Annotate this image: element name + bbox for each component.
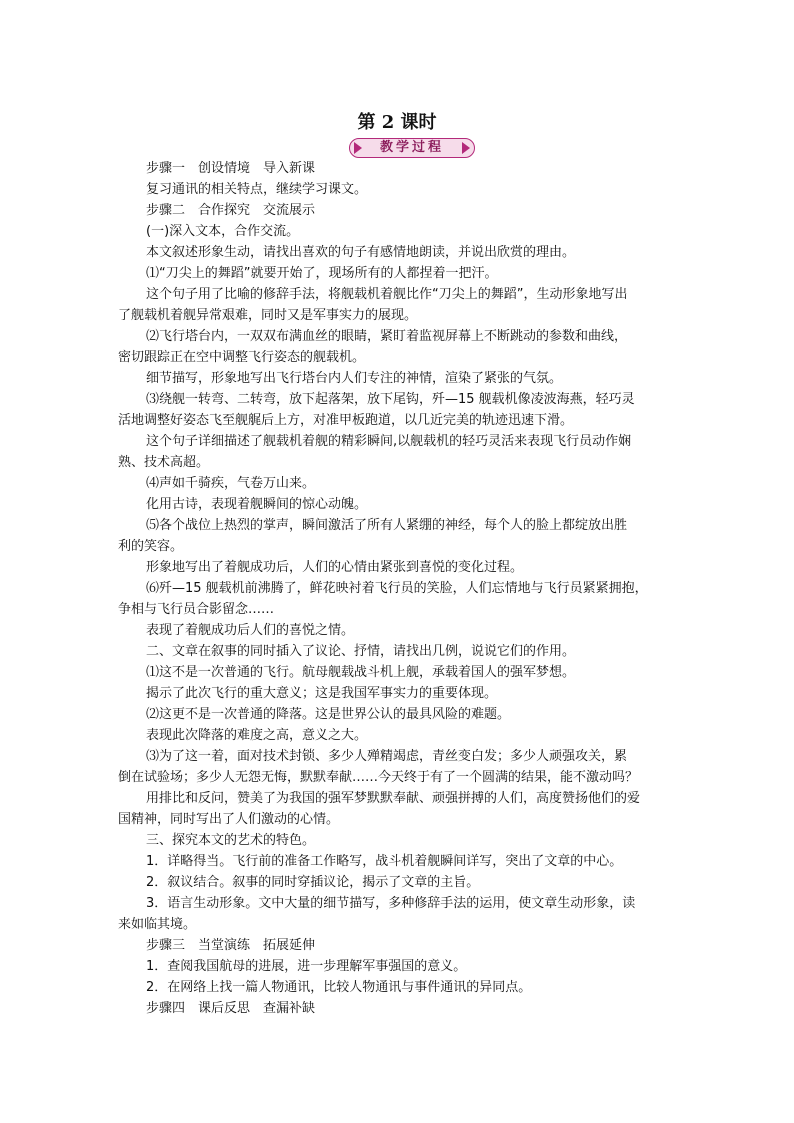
text-line: 利的笑容。 — [118, 539, 184, 554]
text-line: 复习通讯的相关特点，继续学习课文。 — [146, 182, 368, 197]
text-line: ⑹歼—15 舰载机前沸腾了，鲜花映衬着飞行员的笑脸，人们忘情地与飞行员紧紧拥抱， — [146, 581, 648, 596]
text-line: 来如临其境。 — [118, 917, 197, 932]
text-line: 这个句子详细描述了舰载机着舰的精彩瞬间,以舰载机的轻巧灵活来表现飞行员动作娴 — [146, 434, 632, 449]
text-line: 了舰载机着舰异常艰难，同时又是军事实力的展现。 — [118, 308, 418, 323]
text-line: 倒在试验场；多少人无怨无悔，默默奉献……今天终于有了一个圆满的结果，能不激动吗？ — [118, 770, 639, 785]
banner-label: 教学过程 — [379, 140, 444, 155]
text-line: 熟、技术高超。 — [118, 455, 210, 470]
text-line: (一)深入文本，合作交流。 — [146, 224, 300, 239]
text-line: 化用古诗，表现着舰瞬间的惊心动魄。 — [146, 497, 368, 512]
text-line: 2．在网络上找一篇人物通讯，比较人物通讯与事件通讯的异同点。 — [146, 980, 532, 995]
text-line: 步骤三 当堂演练 拓展延伸 — [146, 938, 316, 953]
text-line: 活地调整好姿态飞至舰艉后上方，对准甲板跑道，以几近完美的轨迹迅速下滑。 — [118, 413, 574, 428]
text-line: ⑶绕舰一转弯、二转弯，放下起落架，放下尾钩，歼—15 舰载机像凌波海燕，轻巧灵 — [146, 392, 635, 407]
text-line: 用排比和反问，赞美了为我国的强军梦默默奉献、顽强拼搏的人们，高度赞扬他们的爱 — [146, 791, 641, 806]
text-line: 1．详略得当。飞行前的准备工作略写，战斗机着舰瞬间详写，突出了文章的中心。 — [146, 854, 623, 869]
text-line: 本文叙述形象生动，请找出喜欢的句子有感情地朗读，并说出欣赏的理由。 — [146, 245, 576, 260]
lesson-body — [118, 158, 678, 1019]
text-line: 密切跟踪正在空中调整飞行姿态的舰载机。 — [118, 350, 366, 365]
arrow-right-icon — [462, 142, 470, 154]
text-line: 这个句子用了比喻的修辞手法，将舰载机着舰比作“刀尖上的舞蹈”，生动形象地写出 — [146, 287, 628, 302]
text-line: 形象地写出了着舰成功后，人们的心情由紧张到喜悦的变化过程。 — [146, 560, 524, 575]
text-line: ⑸各个战位上热烈的掌声，瞬间激活了所有人紧绷的神经，每个人的脸上都绽放出胜 — [146, 518, 628, 533]
text-line: 三、探究本文的艺术的特色。 — [146, 833, 316, 848]
text-line: ⑷声如千骑疾，气卷万山来。 — [146, 476, 316, 491]
banner-pill — [349, 138, 475, 158]
text-line: ⑵这更不是一次普通的降落。这是世界公认的最具风险的难题。 — [146, 707, 511, 722]
text-line: 表现此次降落的难度之高，意义之大。 — [146, 728, 368, 743]
text-line: 步骤一 创设情境 导入新课 — [146, 161, 316, 176]
text-line: 表现了着舰成功后人们的喜悦之情。 — [146, 623, 355, 638]
text-line: ⑶为了这一着，面对技术封锁、多少人殚精竭虑，青丝变白发；多少人顽强攻关，累 — [146, 749, 628, 764]
text-line: ⑴这不是一次普通的飞行。航母舰载战斗机上舰，承载着国人的强军梦想。 — [146, 665, 576, 680]
text-line: 3．语言生动形象。文中大量的细节描写，多种修辞手法的运用，使文章生动形象，读 — [146, 896, 636, 911]
text-line: 2．叙议结合。叙事的同时穿插议论，揭示了文章的主旨。 — [146, 875, 480, 890]
text-line: 1．查阅我国航母的进展，进一步理解军事强国的意义。 — [146, 959, 467, 974]
text-line: 细节描写，形象地写出飞行塔台内人们专注的神情，渲染了紧张的气氛。 — [146, 371, 563, 386]
text-line: 国精神，同时写出了人们激动的心情。 — [118, 812, 340, 827]
section-banner — [0, 138, 794, 160]
text-line: 揭示了此次飞行的重大意义；这是我国军事实力的重要体现。 — [146, 686, 498, 701]
text-line: 争相与飞行员合影留念…… — [118, 602, 275, 617]
text-line: 二、文章在叙事的同时插入了议论、抒情，请找出几例，说说它们的作用。 — [146, 644, 576, 659]
text-line: 步骤四 课后反思 查漏补缺 — [146, 1001, 316, 1016]
page-title: 第 2 课时 — [357, 112, 437, 133]
text-line: ⑴“刀尖上的舞蹈”就要开始了，现场所有的人都捏着一把汗。 — [146, 266, 498, 281]
text-line: ⑵飞行塔台内，一双双布满血丝的眼睛，紧盯着监视屏幕上不断跳动的参数和曲线， — [146, 329, 628, 344]
text-line: 步骤二 合作探究 交流展示 — [146, 203, 316, 218]
